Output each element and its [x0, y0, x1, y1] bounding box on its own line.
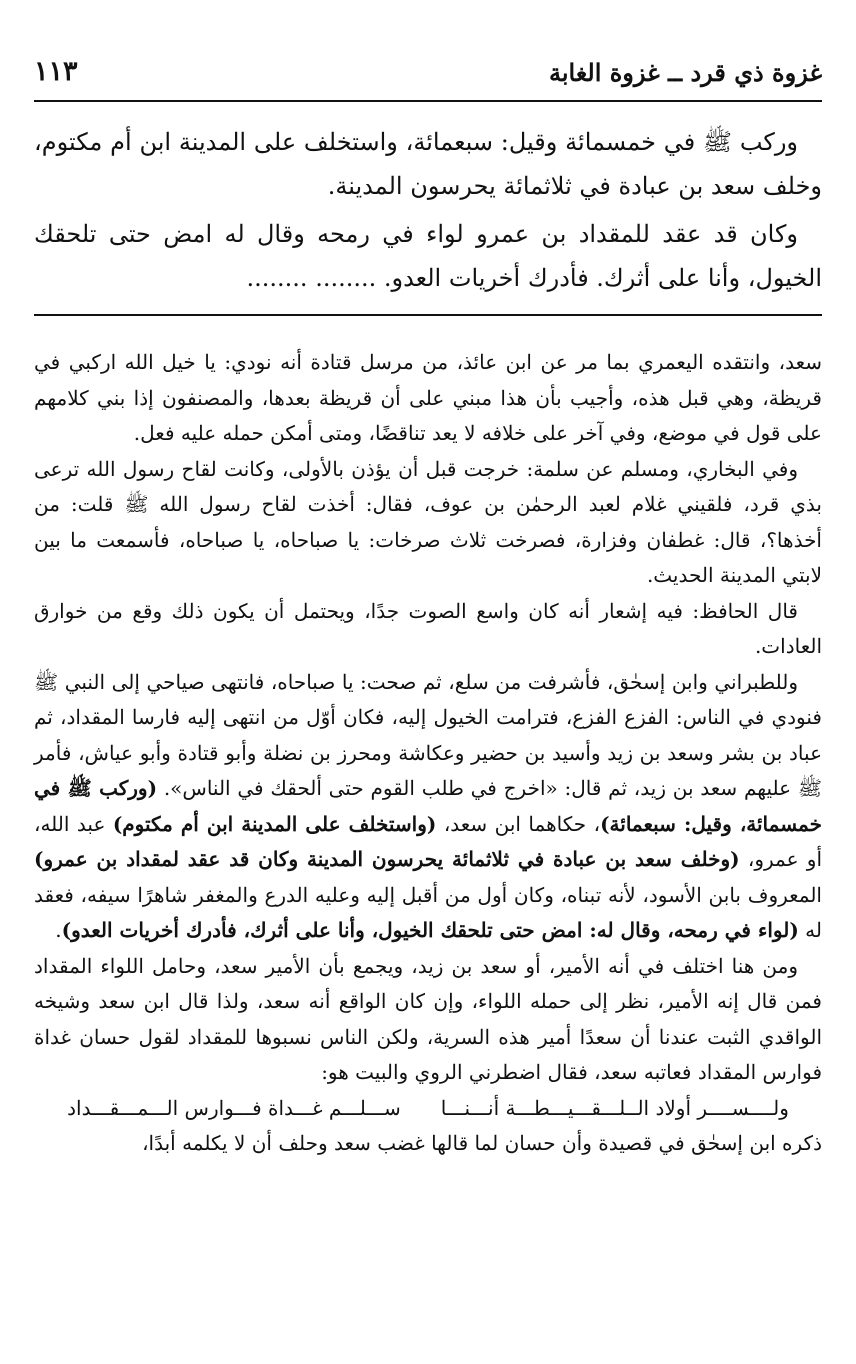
commentary-paragraph: قال الحافظ: فيه إشعار أنه كان واسع الصوت جدًا، ويحتمل أن يكون ذلك وقع من خوارق العادات.: [34, 598, 822, 658]
main-text-paragraph: وركب ﷺ في خمسمائة وقيل: سبعمائة، واستخلف على المدينة ابن أم مكتوم، وخلف سعد بن عبادة في ثلاثمائة يحرسون المدينة.: [34, 128, 822, 200]
commentary-paragraph: ومن هنا اختلف في أنه الأمير، أو سعد بن زيد، ويجمع بأن الأمير سعد، وحامل اللواء المقداد فمن قال إنه الأمير، نظر إلى حمله اللواء، وإن كان الواقع أنه سعد، ولذا قال ابن سعد وشيخه الواقدي الثبت عندنا أن سعدًا أمير هذه السرية، ولكن الناس نسبوها للمقداد لقول حسان غداة فوارس المقداد فعاتبه سعد، فقال اضطرني الروي والبيت هو:: [34, 953, 822, 1084]
commentary-text: المعروف بابن الأسود، لأنه تبناه، وكان أول من أقبل إليه وعليه الدرع والمغفر شاهرًا سيفه، فعقد له: [34, 882, 822, 942]
main-text: [34, 120, 822, 304]
commentary-paragraph: ذكره ابن إسحٰق في قصيدة وأن حسان لما قالها غضب سعد وحلف أن لا يكلمه أبدًا،: [142, 1131, 822, 1155]
section-divider: [34, 314, 822, 316]
commentary-text: .: [55, 918, 62, 942]
page-number: ١١٣: [34, 56, 78, 87]
commentary-text: عبد الله، أو عمرو،: [34, 811, 823, 871]
verse-first-hemistich: ولــــســــر أولاد الــلـــقـــيـــطـــة أنـــنـــا: [440, 1095, 789, 1120]
verse-second-hemistich: ســـلـــم غـــداة فـــوارس الـــمـــقـــداد: [67, 1095, 401, 1120]
commentary-paragraph: وفي البخاري، ومسلم عن سلمة: خرجت قبل أن يؤذن بالأولى، وكانت لقاح رسول الله ترعى بذي قرد، فلقيني غلام لعبد الرحمٰن بن عوف، فقال: أخذت لقاح رسول الله ﷺ قلت: من أخذها؟، قال: غطفان وفزارة، فصرخت ثلاث صرخات: يا صباحاه، يا صباحاه، فأسمعت ما بين لابتي المدينة الحديث.: [34, 456, 822, 587]
commentary-paragraph: [34, 665, 822, 949]
commentary-text: وللطبراني وابن إسحٰق، فأشرفت من سلع، ثم صحت: يا صباحاه، فانتهى صياحي إلى النبي ﷺ فنودي في الناس: الفزع الفزع، فترامت الخيول إليه، فكان أوّل من انتهى إليه فارسا المقداد، ثم عباد بن بشر وسعد بن زيد وأسيد بن حضير وعكاشة ومحرز بن نضلة وأبو قتادة وأبو عياش، فأمر ﷺ عليهم سعد بن زيد، ثم قال: «اخرج في طلب القوم حتى ألحقك في الناس».: [34, 669, 822, 800]
quoted-main-text: (وخلف سعد بن عبادة في ثلاثمائة يحرسون المدينة وكان قد عقد لمقداد بن عمرو): [34, 847, 740, 871]
poetry-verse: [34, 1091, 822, 1127]
running-title: غزوة ذي قرد ــ غزوة الغابة: [548, 58, 822, 87]
quoted-main-text: (لواء في رمحه، وقال له: امض حتى تلحقك الخيول، وأنا على أثرك، فأدرك أخريات العدو): [61, 918, 799, 942]
commentary-paragraph: سعد، وانتقده اليعمري بما مر عن ابن عائذ، من مرسل قتادة أنه نودي: يا خيل الله اركبي في قريظة، وهي قبل هذه، وأجيب بأن هذا مبني على أن قريظة بعدها، والمصنفون إذا بني كلامهم على قول في موضع، وفي آخر على خلافه لا يعد تناقضًا، ومتى أمكن حمله عليه فعل.: [34, 350, 822, 445]
commentary: [34, 345, 822, 1162]
quoted-main-text: (وركب ﷺ في خمسمائة، وقيل: سبعمائة): [34, 776, 822, 836]
page-header: [34, 54, 822, 94]
commentary-text: ، حكاهما ابن سعد،: [436, 811, 601, 836]
header-rule: [34, 100, 822, 102]
main-text-paragraph: وكان قد عقد للمقداد بن عمرو لواء في رمحه وقال له امض حتى تلحقك الخيول، وأنا على أثرك. فأدرك أخريات العدو. ........ ........: [34, 220, 822, 292]
quoted-main-text: (واستخلف على المدينة ابن أم مكتوم): [112, 811, 437, 836]
